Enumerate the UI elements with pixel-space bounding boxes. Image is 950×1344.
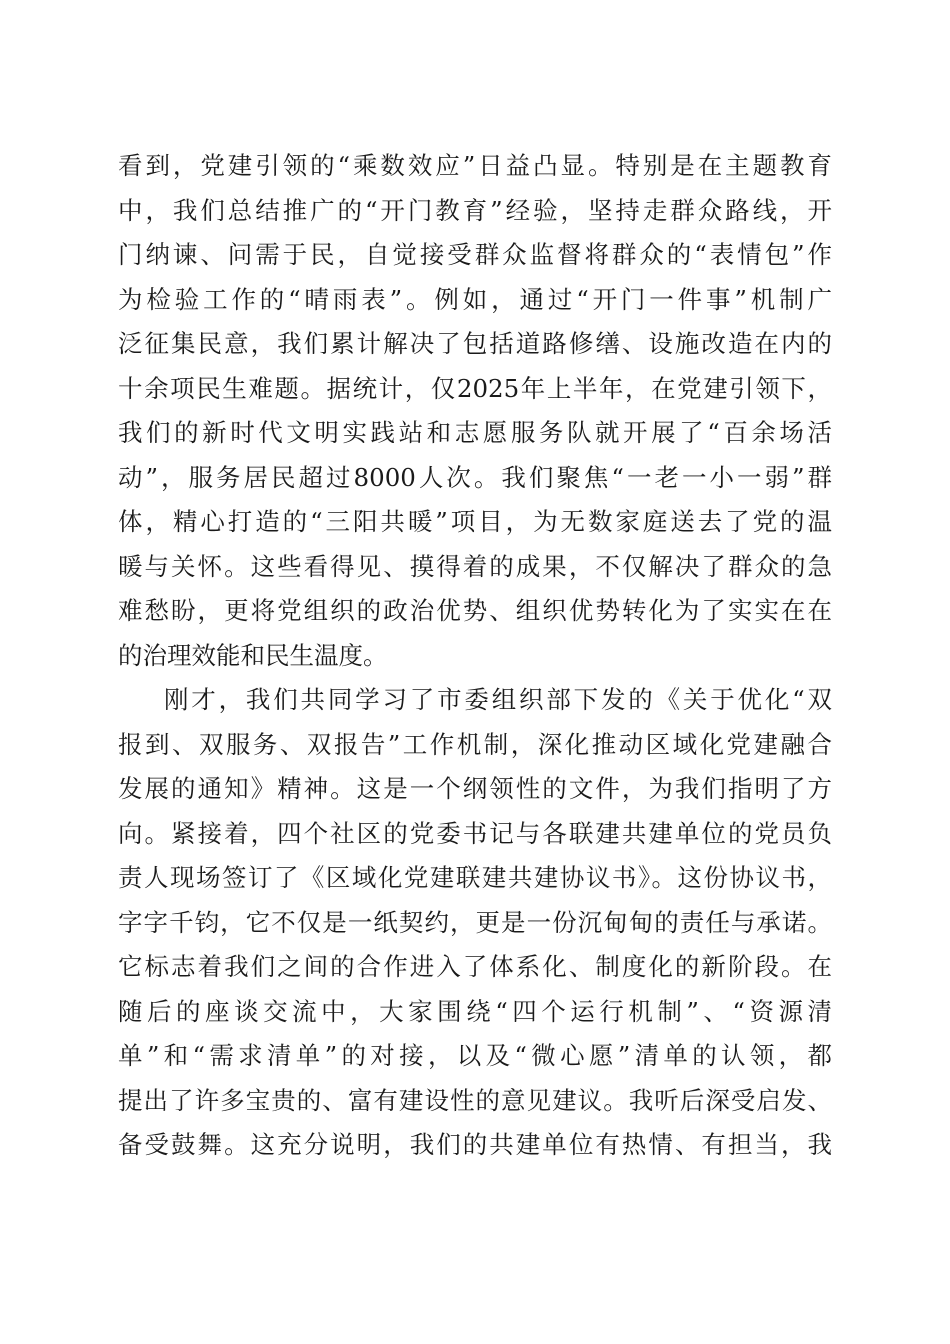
text-line: 的治理效能和民生温度。	[118, 640, 388, 670]
text-line: 备受鼓舞。这充分说明，我们的共建单位有热情、有担当，我	[118, 1130, 832, 1159]
text-line: 发展的通知》精神。这是一个纲领性的文件，为我们指明了方	[118, 774, 832, 803]
text-line: 暖与关怀。这些看得见、摸得着的成果，不仅解决了群众的急	[118, 551, 832, 581]
text-line: 责人现场签订了《区域化党建联建共建协议书》。这份协议书，	[118, 863, 832, 892]
text-line: 难愁盼，更将党组织的政治优势、组织优势转化为了实实在在	[118, 596, 832, 625]
paragraph-2	[118, 678, 832, 1168]
text-line: 中，我们总结推广的“开门教育”经验，坚持走群众路线，开	[118, 195, 832, 225]
body-text	[118, 144, 832, 1168]
text-line: 刚才，我们共同学习了市委组织部下发的《关于优化“双	[164, 685, 832, 714]
text-line: 单”和“需求清单”的对接，以及“微心愿”清单的认领，都	[118, 1041, 832, 1070]
paragraph-1	[118, 144, 832, 678]
text-line: 我们的新时代文明实践站和志愿服务队就开展了“百余场活	[118, 418, 832, 447]
text-line: 门纳谏、问需于民，自觉接受群众监督将群众的“表情包”作	[118, 240, 832, 269]
text-line: 报到、双服务、双报告”工作机制，深化推动区域化党建融合	[118, 729, 832, 759]
text-line: 为检验工作的“晴雨表”。例如，通过“开门一件事”机制广	[118, 284, 832, 314]
text-line: 体，精心打造的“三阳共暖”项目，为无数家庭送去了党的温	[118, 507, 832, 536]
text-line: 十余项民生难题。据统计，仅2025年上半年，在党建引领下，	[118, 373, 832, 403]
text-line: 随后的座谈交流中，大家围绕“四个运行机制”、“资源清	[118, 996, 832, 1026]
text-line: 它标志着我们之间的合作进入了体系化、制度化的新阶段。在	[118, 952, 832, 981]
text-line: 提出了许多宝贵的、富有建设性的意见建议。我听后深受启发、	[118, 1085, 832, 1115]
text-line: 看到，党建引领的“乘数效应”日益凸显。特别是在主题教育	[118, 151, 832, 180]
text-line: 泛征集民意，我们累计解决了包括道路修缮、设施改造在内的	[118, 329, 832, 358]
text-line: 字字千钧，它不仅是一纸契约，更是一份沉甸甸的责任与承诺。	[118, 907, 832, 937]
text-line: 动”，服务居民超过8000人次。我们聚焦“一老一小一弱”群	[118, 462, 832, 492]
text-line: 向。紧接着，四个社区的党委书记与各联建共建单位的党员负	[118, 818, 832, 848]
